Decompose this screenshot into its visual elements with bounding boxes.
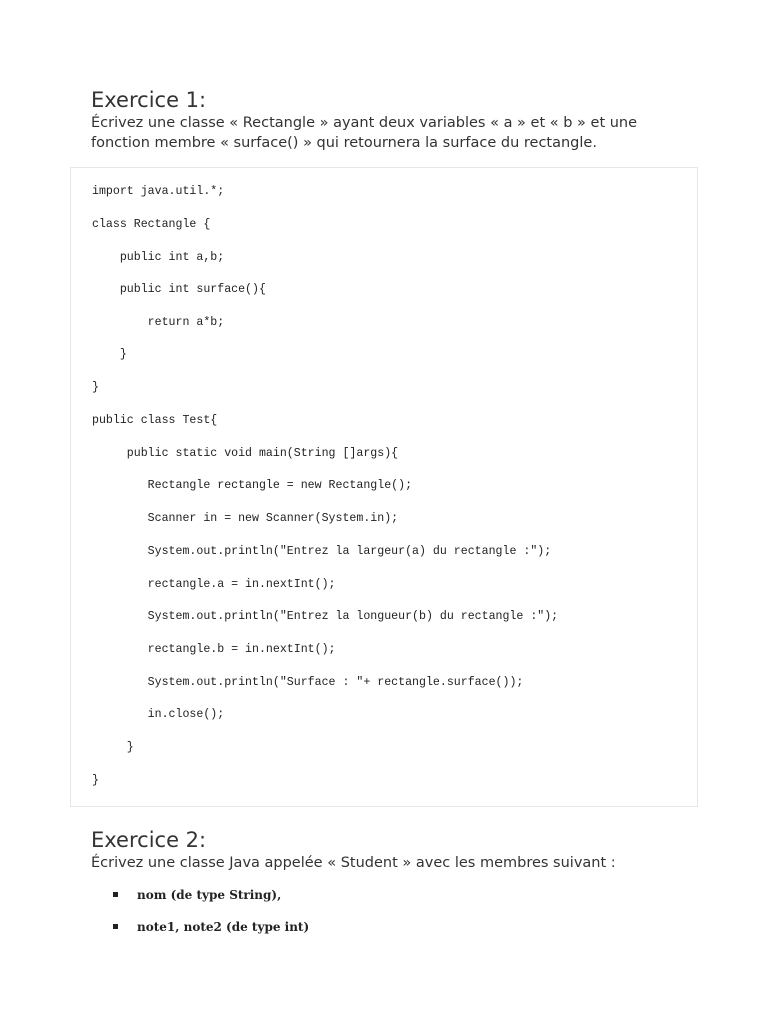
code-line: System.out.println("Surface : "+ rectangle.surface()); <box>92 676 524 689</box>
code-line: System.out.println("Entrez la largeur(a) du rectangle :"); <box>92 545 552 558</box>
exercise2-description: Écrivez une classe Java appelée « Student » avec les membres suivant : <box>91 855 616 871</box>
code-line: in.close(); <box>92 708 225 721</box>
code-line: public class Test{ <box>92 414 218 427</box>
square-bullet-icon <box>113 892 118 897</box>
code-line: rectangle.a = in.nextInt(); <box>92 578 336 591</box>
code-line: rectangle.b = in.nextInt(); <box>92 643 336 656</box>
code-line: } <box>92 774 99 787</box>
code-line: class Rectangle { <box>92 218 211 231</box>
code-line: Scanner in = new Scanner(System.in); <box>92 512 399 525</box>
code-line: public static void main(String []args){ <box>92 447 399 460</box>
square-bullet-icon <box>113 924 118 929</box>
code-line: } <box>92 741 134 754</box>
code-block <box>70 167 698 807</box>
code-line: Rectangle rectangle = new Rectangle(); <box>92 479 413 492</box>
code-line: System.out.println("Entrez la longueur(b) du rectangle :"); <box>92 610 559 623</box>
code-line: } <box>92 348 127 361</box>
list-item-label: nom (de type String), <box>137 888 282 902</box>
code-line: } <box>92 381 99 394</box>
code-line: return a*b; <box>92 316 225 329</box>
code-line: public int surface(){ <box>92 283 266 296</box>
exercise1-title: Exercice 1: <box>91 88 207 112</box>
code-line: public int a,b; <box>92 251 225 264</box>
code-line: import java.util.*; <box>92 185 225 198</box>
exercise1-description: Écrivez une classe « Rectangle » ayant deux variables « a » et « b » et une fonction membre « surface() » qui retournera la surface du rectangle. <box>91 115 638 151</box>
exercise2-title: Exercice 2: <box>91 828 207 852</box>
list-item-label: note1, note2 (de type int) <box>137 920 310 934</box>
